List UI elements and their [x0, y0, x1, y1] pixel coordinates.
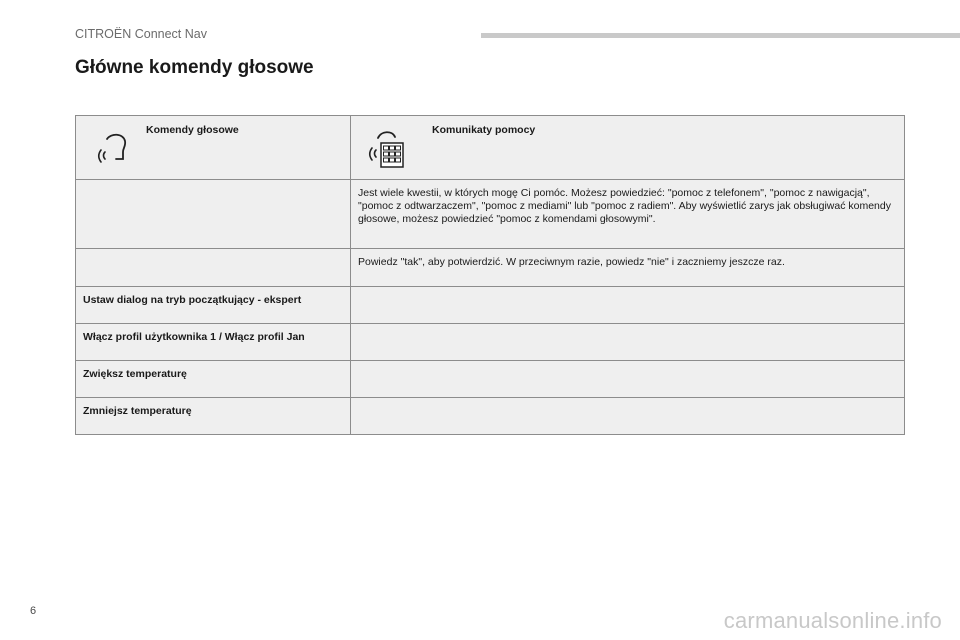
header-cell-help — [351, 116, 905, 180]
voice-commands-table — [75, 115, 905, 435]
help-cell — [351, 324, 905, 361]
help-cell — [351, 361, 905, 398]
help-cell — [351, 287, 905, 324]
table-row — [76, 249, 905, 287]
help-cell: Powiedz "tak", aby potwierdzić. W przeciwnym razie, powiedz "nie" i zaczniemy jeszcze raz. — [351, 249, 905, 287]
header-label-help: Komunikaty pomocy — [432, 124, 536, 136]
command-cell: Ustaw dialog na tryb początkujący - ekspert — [76, 287, 351, 324]
help-cell: Jest wiele kwestii, w których mogę Ci pomóc. Możesz powiedzieć: "pomoc z telefonem", "pomoc z nawigacją", "pomoc z odtwarzaczem", "pomoc z mediami" lub "pomoc z radiem". Aby wyświetlić zarys jak obsługiwać komendy głosowe, możesz powiedzieć "pomoc z komendami głosowymi". — [351, 180, 905, 249]
brand-label: CITROËN Connect Nav — [75, 27, 207, 41]
table-header-row — [76, 116, 905, 180]
command-cell: Włącz profil użytkownika 1 / Włącz profil Jan — [76, 324, 351, 361]
command-cell — [76, 180, 351, 249]
table-row — [76, 180, 905, 249]
command-cell — [76, 249, 351, 287]
table-row — [76, 398, 905, 435]
watermark-text: carmanualsonline.info — [723, 608, 942, 633]
table-row — [76, 361, 905, 398]
help-cell — [351, 398, 905, 435]
header-cell-commands — [76, 116, 351, 180]
page-title: Główne komendy głosowe — [75, 57, 314, 78]
command-cell: Zmniejsz temperaturę — [76, 398, 351, 435]
header-label-commands: Komendy głosowe — [146, 124, 239, 136]
header-divider-bar — [481, 33, 960, 38]
voice-command-icon — [97, 133, 131, 169]
voice-keypad-icon — [368, 129, 406, 173]
page-number: 6 — [30, 605, 37, 617]
table-row — [76, 287, 905, 324]
table-row — [76, 324, 905, 361]
command-cell: Zwiększ temperaturę — [76, 361, 351, 398]
